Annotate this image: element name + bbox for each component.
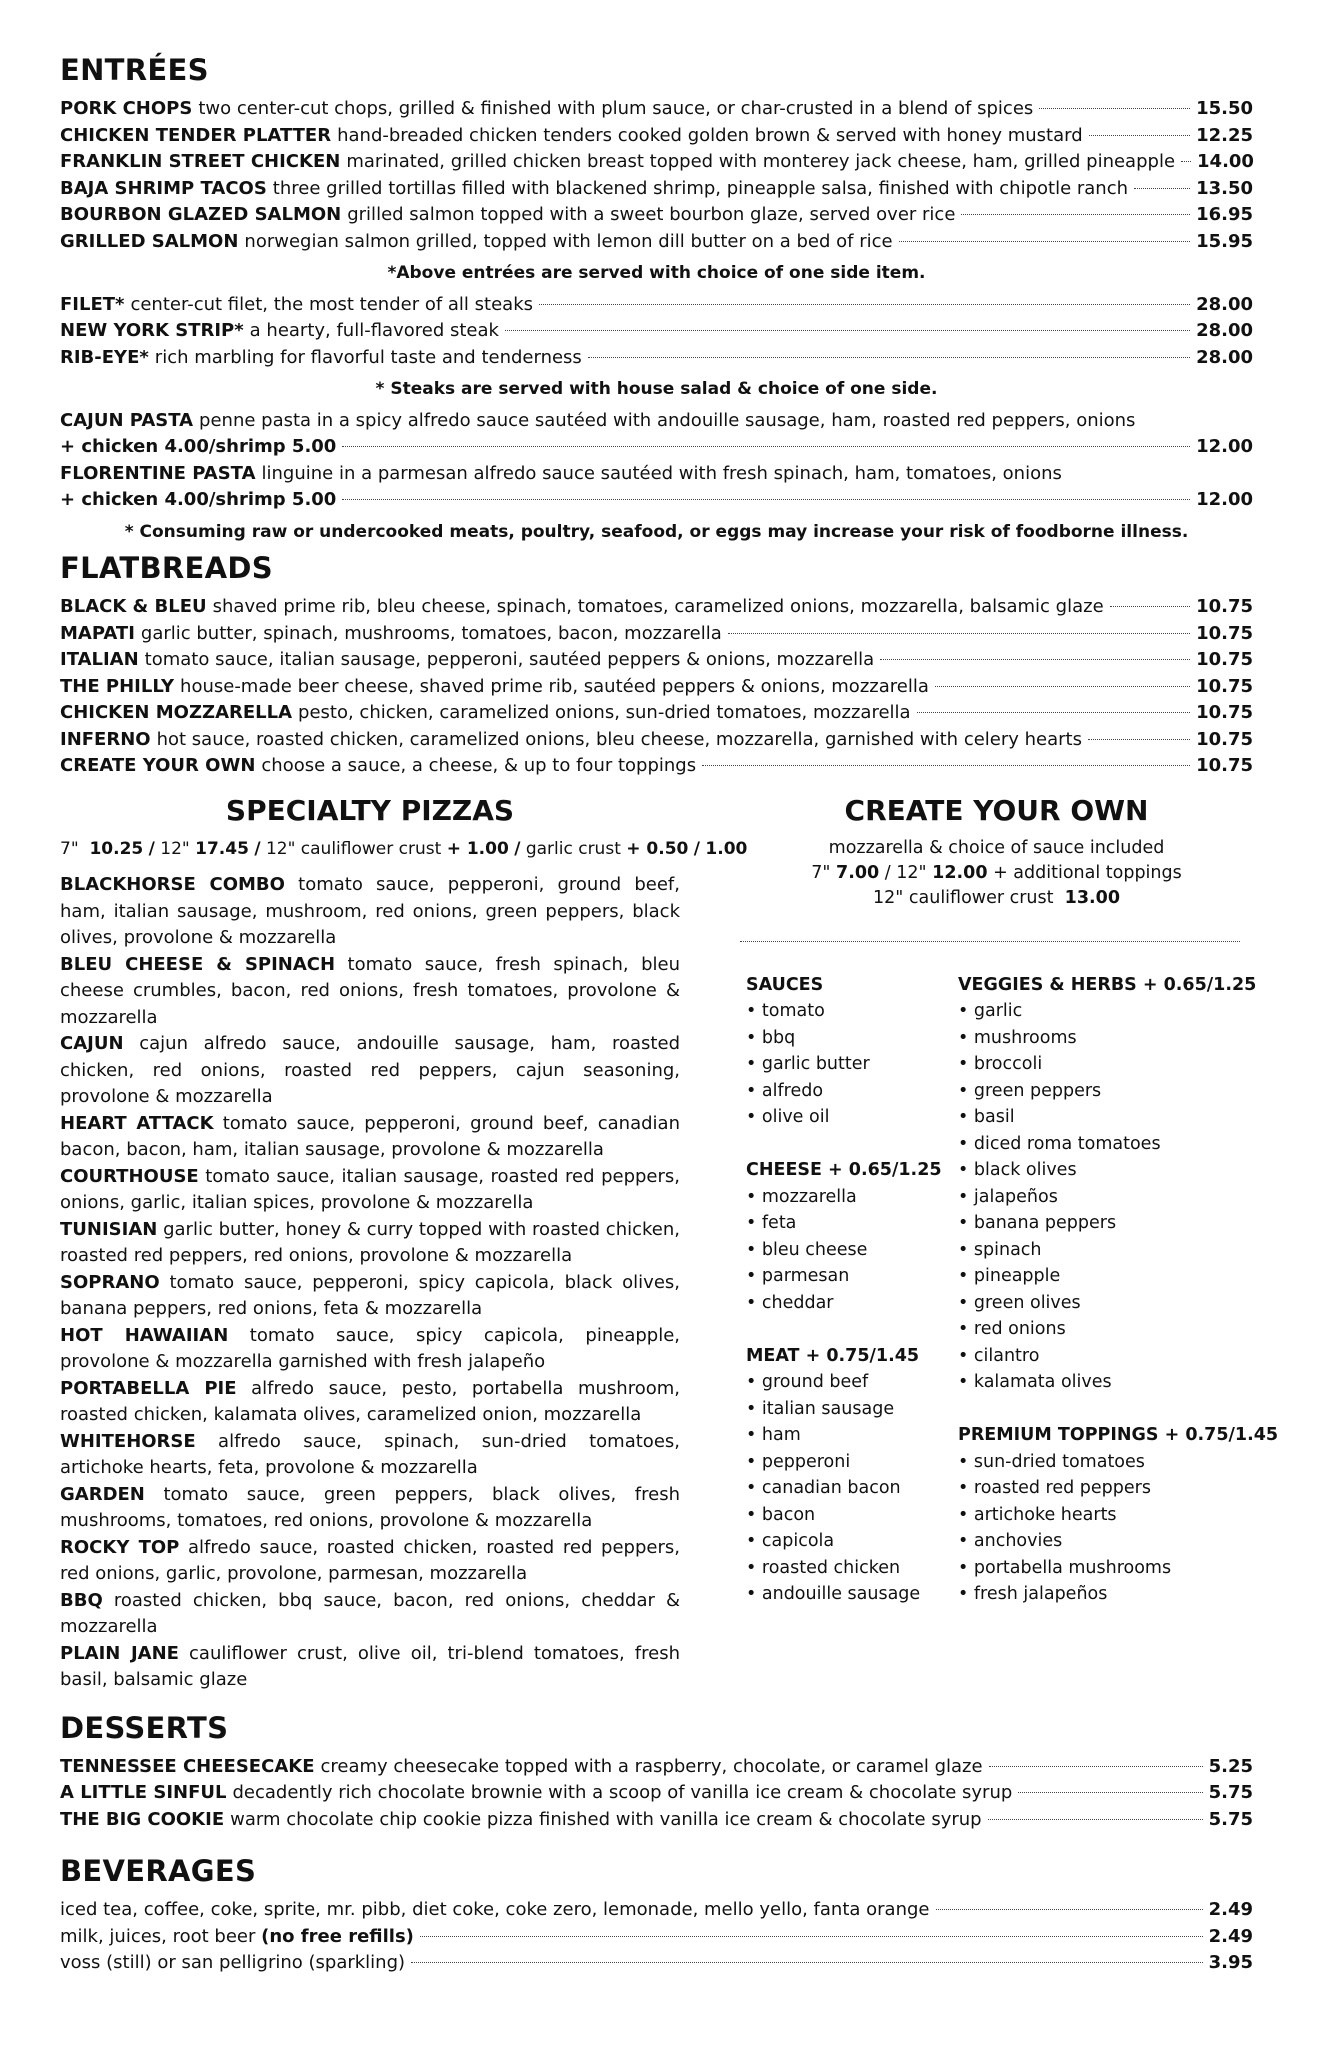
cyo-line-1: mozzarella & choice of sauce included [828, 837, 1165, 858]
pizza-item: GARDEN tomato sauce, green peppers, black olives, fresh mushrooms, tomatoes, red onions, provolone & mozzarella [60, 1483, 680, 1531]
list-item: • artichoke hearts [958, 1504, 1117, 1525]
pastas-list [60, 408, 1253, 514]
price: 3.95 [1208, 1952, 1253, 1973]
list-item: • cheddar [746, 1292, 834, 1313]
list-item: • garlic butter [746, 1054, 870, 1074]
foodborne-note: * Consuming raw or undercooked meats, poultry, seafood, or eggs may increase your risk of foodborne illness. [124, 521, 1189, 542]
desserts-section [60, 1710, 1253, 1834]
pizza-item: TUNISIAN garlic butter, honey & curry topped with roasted chicken, roasted red peppers, red onions, provolone & mozzarella [60, 1218, 680, 1266]
list-item: • fresh jalapeños [958, 1584, 1108, 1604]
list-item: • olive oil [746, 1107, 830, 1127]
list-item: • parmesan [746, 1266, 850, 1286]
price: 5.75 [1208, 1808, 1253, 1830]
price: 10.75 [1196, 622, 1253, 644]
price: 15.50 [1196, 98, 1253, 119]
pizza-item: HEART ATTACK tomato sauce, pepperoni, ground beef, canadian bacon, bacon, ham, italian sausage, provolone & mozzarella [60, 1112, 680, 1160]
pizza-sizes: 7" 10.25 / 12" 17.45 / 12" cauliflower crust + 1.00 / garlic crust + 0.50 / 1.00 [60, 838, 748, 859]
list-item: • roasted chicken [746, 1557, 901, 1578]
steaks-list [60, 292, 1253, 372]
price: 10.75 [1196, 728, 1253, 750]
list-item: • mozzarella [746, 1186, 857, 1207]
beverages-section [60, 1853, 1253, 1977]
menu-item: BLACK & BLEU shaved prime rib, bleu cheese, spinach, tomatoes, caramelized onions, mozzarella, balsamic glaze 10.75 [60, 594, 1253, 621]
topping-columns [740, 972, 1279, 1608]
price: 5.75 [1208, 1782, 1253, 1803]
menu-item: A LITTLE SINFUL decadently rich chocolate brownie with a scoop of vanilla ice cream & chocolate syrup 5.75 [60, 1780, 1253, 1807]
list-item: • ham [746, 1425, 801, 1445]
entrees-list [60, 96, 1253, 255]
list-item: • pepperoni [746, 1451, 851, 1472]
list-item: • basil [958, 1107, 1015, 1127]
pizza-columns [60, 793, 1279, 1694]
list-item: • roasted red peppers [958, 1478, 1151, 1498]
pizza-item: PLAIN JANE cauliflower crust, olive oil, tri-blend tomatoes, fresh basil, balsamic glaze [60, 1642, 680, 1690]
premium-title: PREMIUM TOPPINGS + 0.75/1.45 [958, 1425, 1279, 1445]
list-item: • diced roma tomatoes [958, 1133, 1161, 1154]
create-your-own-section [680, 793, 1279, 1694]
list-item: • alfredo [746, 1080, 824, 1101]
price: 5.25 [1208, 1755, 1253, 1777]
list-item: • anchovies [958, 1531, 1063, 1551]
list-item: • red onions [958, 1319, 1066, 1339]
list-item: • portabella mushrooms [958, 1557, 1172, 1578]
price: 10.75 [1196, 702, 1253, 723]
list-item: • cilantro [958, 1345, 1040, 1366]
pizza-item: ROCKY TOP alfredo sauce, roasted chicken, roasted red peppers, red onions, garlic, provolone, parmesan, mozzarella [60, 1536, 680, 1584]
menu-item: voss (still) or san pelligrino (sparkling) 3.95 [60, 1950, 1253, 1977]
pizza-item: WHITEHORSE alfredo sauce, spinach, sun-dried tomatoes, artichoke hearts, feta, provolone & mozzarella [60, 1430, 680, 1478]
price: 28.00 [1196, 346, 1253, 368]
menu-item: PORK CHOPS two center-cut chops, grilled & finished with plum sauce, or char-crusted in a blend of spices 15.50 [60, 96, 1253, 123]
beverages-title: BEVERAGES [60, 1854, 257, 1888]
list-item: • kalamata olives [958, 1372, 1112, 1392]
create-your-own-title: CREATE YOUR OWN [844, 793, 1149, 827]
menu-page [60, 52, 1279, 1977]
menu-item: TENNESSEE CHEESECAKE creamy cheesecake topped with a raspberry, chocolate, or caramel glaze 5.25 [60, 1754, 1253, 1781]
veggies-list [958, 998, 1252, 1396]
list-item: • andouille sausage [746, 1584, 921, 1604]
specialty-pizzas-title: SPECIALTY PIZZAS [225, 793, 515, 827]
menu-item: NEW YORK STRIP* a hearty, full-flavored steak 28.00 [60, 318, 1253, 345]
price: 12.00 [1196, 436, 1253, 457]
menu-item: CAJUN PASTA penne pasta in a spicy alfredo sauce sautéed with andouille sausage, ham, roasted red peppers, onions + chicken 4.00/shrimp 5.00 12.00 [60, 408, 1253, 461]
list-item: • feta [746, 1213, 797, 1233]
list-item: • bleu cheese [746, 1239, 868, 1260]
steaks-note: * Steaks are served with house salad & choice of one side. [375, 379, 938, 399]
menu-item: milk, juices, root beer (no free refills) 2.49 [60, 1924, 1253, 1951]
toppings-col-2 [952, 972, 1279, 1608]
specialty-pizzas-section [60, 793, 748, 1694]
pizza-item: BLEU CHEESE & SPINACH tomato sauce, fresh spinach, bleu cheese crumbles, bacon, red onions, fresh tomatoes, provolone & mozzarella [60, 953, 680, 1028]
entrees-title: ENTRÉES [60, 53, 209, 87]
menu-item: FLORENTINE PASTA linguine in a parmesan alfredo sauce sautéed with fresh spinach, ham, tomatoes, onions + chicken 4.00/shrimp 5.00 12.00 [60, 461, 1253, 514]
menu-item: BAJA SHRIMP TACOS three grilled tortillas filled with blackened shrimp, pineapple salsa, finished with chipotle ranch 13.50 [60, 176, 1253, 203]
desserts-title: DESSERTS [60, 1710, 229, 1745]
flatbreads-section [60, 550, 1253, 780]
flatbreads-title: FLATBREADS [60, 551, 273, 585]
pizza-item: BLACKHORSE COMBO tomato sauce, pepperoni, ground beef, ham, italian sausage, mushroom, red onions, green peppers, black olives, provolone & mozzarella [60, 874, 680, 948]
sauces-title: SAUCES [746, 974, 824, 995]
price: 13.50 [1196, 177, 1253, 199]
veggies-title: VEGGIES & HERBS + 0.65/1.25 [958, 974, 1257, 995]
menu-item: CHICKEN MOZZARELLA pesto, chicken, caramelized onions, sun-dried tomatoes, mozzarella 10.75 [60, 700, 1253, 727]
price: 28.00 [1196, 293, 1253, 315]
pizza-item: SOPRANO tomato sauce, pepperoni, spicy capicola, black olives, banana peppers, red onions, feta & mozzarella [60, 1271, 680, 1319]
pizza-item: HOT HAWAIIAN tomato sauce, spicy capicola, pineapple, provolone & mozzarella garnished with fresh jalapeño [60, 1324, 680, 1372]
list-item: • jalapeños [958, 1186, 1058, 1207]
sauces-list [746, 998, 952, 1131]
list-item: • capicola [746, 1531, 835, 1551]
cyo-line-3: 12" cauliflower crust 13.00 [873, 887, 1120, 908]
price: 14.00 [1197, 151, 1254, 172]
list-item: • green olives [958, 1292, 1081, 1313]
price: 2.49 [1208, 1899, 1253, 1920]
pizza-item: COURTHOUSE tomato sauce, italian sausage, roasted red peppers, onions, garlic, italian spices, provolone & mozzarella [60, 1165, 680, 1213]
price: 28.00 [1196, 320, 1253, 341]
list-item: • pineapple [958, 1266, 1061, 1286]
menu-item: GRILLED SALMON norwegian salmon grilled, topped with lemon dill butter on a bed of rice 15.95 [60, 229, 1253, 256]
list-item: • broccoli [958, 1054, 1043, 1074]
divider [740, 941, 1240, 942]
list-item: • italian sausage [746, 1398, 895, 1419]
price: 16.95 [1196, 204, 1253, 225]
price: 10.75 [1196, 755, 1253, 776]
menu-item: MAPATI garlic butter, spinach, mushrooms, tomatoes, bacon, mozzarella 10.75 [60, 621, 1253, 648]
menu-item: CHICKEN TENDER PLATTER hand-breaded chicken tenders cooked golden brown & served with honey mustard 12.25 [60, 123, 1253, 150]
entrees-section [60, 52, 1253, 545]
pizza-item: PORTABELLA PIE alfredo sauce, pesto, portabella mushroom, roasted chicken, kalamata olives, caramelized onion, mozzarella [60, 1377, 680, 1425]
entrees-side-note: *Above entrées are served with choice of one side item. [387, 263, 926, 283]
premium-list [958, 1449, 1252, 1608]
pizza-item: CAJUN cajun alfredo sauce, andouille sausage, ham, roasted chicken, red onions, roasted red peppers, cajun seasoning, provolone & mozzarella [60, 1033, 680, 1107]
list-item: • mushrooms [958, 1027, 1077, 1048]
refill-note: (no free refills) [261, 1925, 414, 1947]
menu-item: CREATE YOUR OWN choose a sauce, a cheese, & up to four toppings 10.75 [60, 753, 1253, 780]
price: 12.00 [1196, 489, 1253, 510]
meat-list [746, 1369, 952, 1608]
menu-item: RIB-EYE* rich marbling for flavorful taste and tenderness 28.00 [60, 345, 1253, 372]
list-item: • canadian bacon [746, 1478, 901, 1498]
menu-item: BOURBON GLAZED SALMON grilled salmon topped with a sweet bourbon glaze, served over rice 16.95 [60, 202, 1253, 229]
list-item: • spinach [958, 1239, 1042, 1260]
price: 10.75 [1196, 649, 1253, 670]
list-item: • black olives [958, 1160, 1077, 1180]
meat-title: MEAT + 0.75/1.45 [746, 1345, 920, 1366]
menu-item: iced tea, coffee, coke, sprite, mr. pibb, diet coke, coke zero, lemonade, mello yello, fanta orange 2.49 [60, 1897, 1253, 1924]
list-item: • sun-dried tomatoes [958, 1451, 1145, 1472]
cheese-list [746, 1184, 952, 1317]
price: 15.95 [1196, 230, 1253, 252]
price: 10.75 [1196, 675, 1253, 697]
menu-item: THE PHILLY house-made beer cheese, shaved prime rib, sautéed peppers & onions, mozzarella 10.75 [60, 674, 1253, 701]
list-item: • bacon [746, 1504, 816, 1525]
price: 2.49 [1208, 1925, 1253, 1947]
list-item: • green peppers [958, 1080, 1102, 1101]
menu-item: INFERNO hot sauce, roasted chicken, caramelized onions, bleu cheese, mozzarella, garnished with celery hearts 10.75 [60, 727, 1253, 754]
list-item: • banana peppers [958, 1213, 1117, 1233]
pizza-item: BBQ roasted chicken, bbq sauce, bacon, red onions, cheddar & mozzarella [60, 1589, 680, 1637]
price: 10.75 [1196, 596, 1253, 617]
cyo-line-2: 7" 7.00 / 12" 12.00 + additional toppings [811, 862, 1182, 883]
cheese-title: CHEESE + 0.65/1.25 [746, 1160, 942, 1180]
list-item: • ground beef [746, 1372, 869, 1392]
menu-item: FILET* center-cut filet, the most tender of all steaks 28.00 [60, 292, 1253, 319]
price: 12.25 [1196, 124, 1253, 146]
menu-item: THE BIG COOKIE warm chocolate chip cookie pizza finished with vanilla ice cream & chocolate syrup 5.75 [60, 1807, 1253, 1834]
list-item: • tomato [746, 1001, 825, 1021]
list-item: • garlic [958, 1001, 1023, 1021]
menu-item: FRANKLIN STREET CHICKEN marinated, grilled chicken breast topped with monterey jack cheese, ham, grilled pineapple 14.00 [60, 149, 1253, 176]
list-item: • bbq [746, 1027, 796, 1048]
toppings-col-1 [740, 972, 952, 1608]
menu-item: ITALIAN tomato sauce, italian sausage, pepperoni, sautéed peppers & onions, mozzarella 10.75 [60, 647, 1253, 674]
